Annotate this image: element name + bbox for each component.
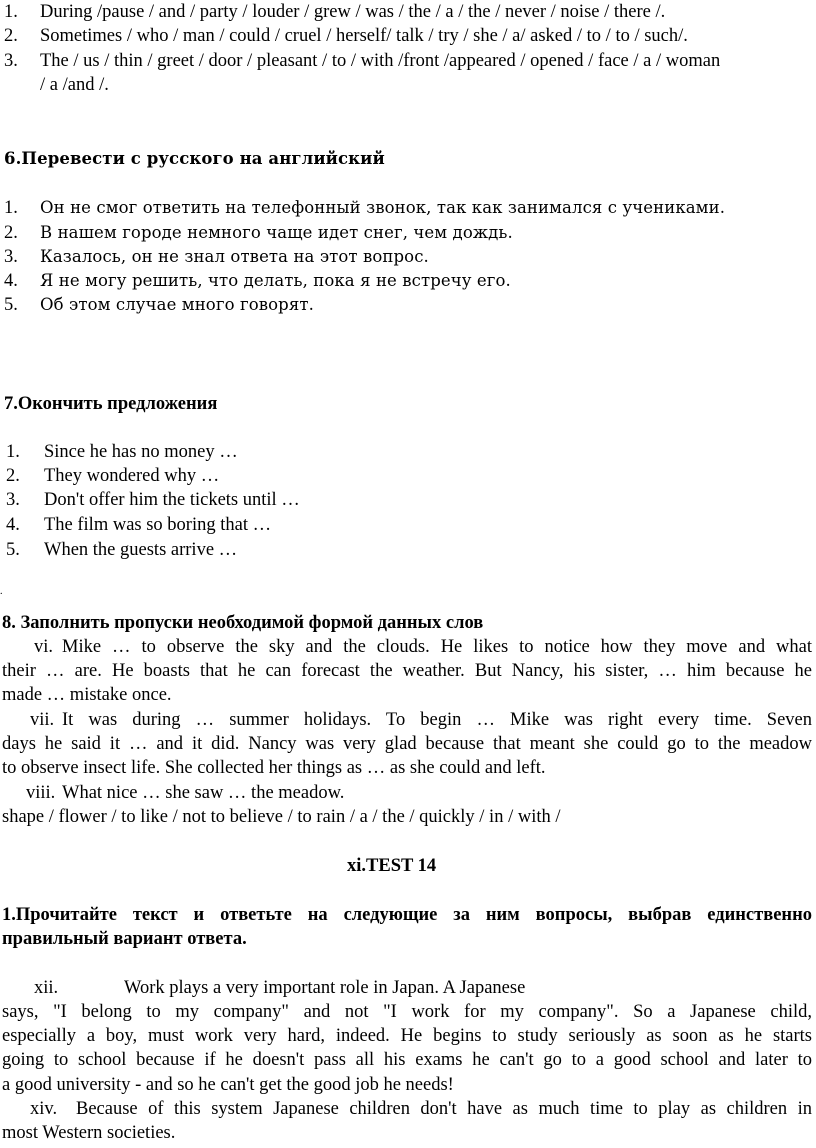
sec6-item-1-num: 1. [4,198,18,218]
sec7-item-2-num: 2. [6,466,20,486]
sec5-item-2-text: Sometimes / who / man / could / cruel / herself/ talk / try / she / a/ asked / to / to / such/. [40,26,688,46]
sec8-vi-line-3: made … mistake once. [2,685,172,705]
sec5-item-1-num: 1. [4,2,18,22]
sec6-heading: 6.Перевести с русского на английский [4,149,385,168]
sec7-item-3-text: Don't offer him the tickets until … [44,490,300,510]
sec5-item-3-text: The / us / thin / greet / door / pleasant / to / with /front /appeared / opened / face / a / woman [40,51,721,71]
sec7-item-3-num: 3. [6,490,20,510]
test14-xii-line-1: says, "I belong to my company" and not "I work for my company". So a Japanese child, [2,1002,812,1022]
stray-dot: . [0,586,3,597]
sec8-viii-text: What nice … she saw … the meadow. [62,783,345,803]
test14-xii-line-2: especially a boy, must work very hard, indeed. He begins to study seriously as soon as he starts [2,1026,812,1046]
sec6-item-2-text: В нашем городе немного чаще идет снег, чем дождь. [40,223,513,242]
sec5-item-3-num: 3. [4,51,18,71]
test14-xii-num: xii. [34,978,59,998]
sec6-item-5-num: 5. [4,295,18,315]
sec6-item-2-num: 2. [4,223,18,243]
sec6-item-3-num: 3. [4,247,18,267]
test14-task-line-1: 1.Прочитайте текст и ответьте на следующие за ним вопросы, выбрав единственно [2,905,812,925]
sec7-item-5-text: When the guests arrive … [44,540,238,560]
sec7-item-4-num: 4. [6,515,20,535]
sec6-item-1-text: Он не смог ответить на телефонный звонок, так как занимался с учениками. [40,198,726,217]
test14-xiv-line-2: most Western societies. [2,1123,176,1143]
sec8-vii-line-2: days he said it … and it did. Nancy was very glad because that meant she could go to the meadow [2,734,812,754]
sec7-item-4-text: The film was so boring that … [44,515,272,535]
sec8-vii-line-1: It was during … summer holidays. To begin … Mike was right every time. Seven [62,710,812,730]
sec8-viii-num: viii. [26,783,56,803]
sec6-item-5-text: Об этом случае много говорят. [40,295,314,314]
sec8-vii-num: vii. [30,710,55,730]
test14-title: xi.TEST 14 [347,856,437,876]
sec7-item-2-text: They wondered why … [44,466,220,486]
sec5-item-2-num: 2. [4,26,18,46]
sec7-item-5-num: 5. [6,540,20,560]
sec8-heading: 8. Заполнить пропуски необходимой формой данных слов [2,613,484,633]
sec5-item-1-text: During /pause / and / party / louder / grew / was / the / a / the / never / noise / there /. [40,2,666,22]
sec7-item-1-num: 1. [6,442,20,462]
sec7-heading: 7.Окончить предложения [4,394,218,414]
test14-task-line-2: правильный вариант ответа. [2,929,247,949]
sec6-item-4-num: 4. [4,271,18,291]
sec6-item-3-text: Казалось, он не знал ответа на этот вопрос. [40,247,429,266]
sec6-item-4-text: Я не могу решить, что делать, пока я не встречу его. [40,271,511,290]
sec8-vi-line-1: Mike … to observe the sky and the clouds. He likes to notice how they move and what [62,637,812,657]
sec5-item-3-continuation: / a /and /. [40,75,109,95]
test14-xiv-line-1: Because of this system Japanese children don't have as much time to play as children in [76,1099,812,1119]
test14-xii-line-4: a good university - and so he can't get the good job he needs! [2,1075,454,1095]
sec8-vi-line-2: their … are. He boasts that he can forecast the weather. But Nancy, his sister, … him because he [2,661,812,681]
sec8-word-bank: shape / flower / to like / not to believe / to rain / a / the / quickly / in / with / [2,807,561,827]
sec7-item-1-text: Since he has no money … [44,442,238,462]
sec8-vi-num: vi. [34,637,54,657]
test14-xiv-num: xiv. [30,1099,58,1119]
test14-xii-first: Work plays a very important role in Japan. A Japanese [124,978,526,998]
test14-xii-line-3: going to school because if he doesn't pass all his exams he can't go to a good school and later to [2,1050,812,1070]
sec8-vii-line-3: to observe insect life. She collected her things as … as she could and left. [2,758,546,778]
